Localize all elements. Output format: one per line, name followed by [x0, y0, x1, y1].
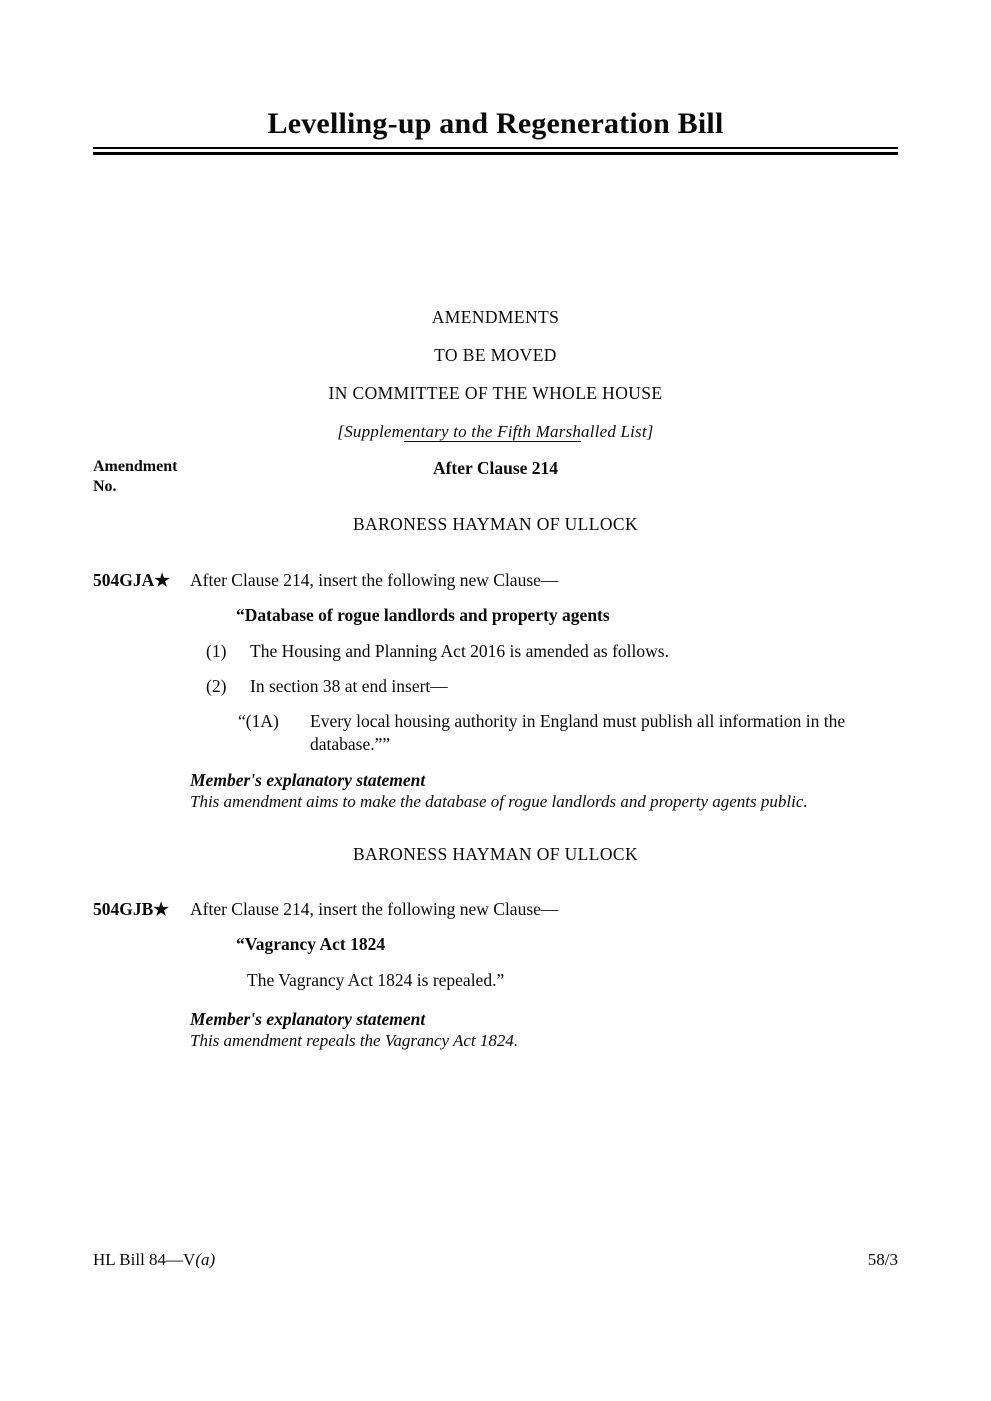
subsection-text: In section 38 at end insert—	[250, 676, 448, 696]
supplementary-post: alled List]	[581, 422, 654, 441]
page-sheet-number: 58/3	[867, 1250, 898, 1269]
new-clause-title: “Database of rogue landlords and property agents	[236, 605, 610, 625]
explanatory-text: This amendment repeals the Vagrancy Act 1824.	[190, 1031, 519, 1050]
supplementary-underlined: entary to the Fifth Marsh	[404, 422, 582, 441]
page-footer	[93, 1248, 898, 1271]
amendment-number	[93, 898, 190, 921]
amendment-instruction: After Clause 214, insert the following new Clause—	[190, 899, 559, 919]
subsection-row	[206, 675, 898, 698]
amendment-number-text: 504GJB	[93, 899, 154, 919]
heading-amendments: AMENDMENTS	[431, 307, 560, 327]
explanatory-heading: Member's explanatory statement	[190, 1009, 426, 1029]
heading-committee: IN COMMITTEE OF THE WHOLE HOUSE	[328, 383, 663, 403]
amendment-row	[0, 898, 991, 921]
amendment-instruction: After Clause 214, insert the following new Clause—	[190, 570, 559, 590]
explanatory-text: This amendment aims to make the database of rogue landlords and property agents public.	[190, 792, 808, 811]
quoted-subsection-text: Every local housing authority in England must publish all information in the database.””	[310, 711, 846, 754]
amendment-no-margin-label	[93, 457, 177, 497]
bill-reference	[93, 1248, 215, 1271]
amendment-number	[93, 569, 190, 592]
quoted-subsection-number: “(1A)	[238, 711, 279, 731]
bill-reference-main: HL Bill 84—V	[93, 1250, 196, 1269]
amendment-no-line1: Amendment	[93, 458, 178, 475]
supplementary-pre: [Supplem	[337, 422, 405, 441]
supplementary-note	[0, 420, 991, 443]
mover-name: BARONESS HAYMAN OF ULLOCK	[352, 844, 639, 864]
new-amendment-star-icon: ★	[154, 570, 170, 590]
section-heading-row	[0, 457, 991, 495]
amendment-number-text: 504GJA	[93, 570, 155, 590]
explanatory-heading: Member's explanatory statement	[190, 770, 426, 790]
new-clause-title: “Vagrancy Act 1824	[236, 934, 386, 954]
explanatory-statement	[190, 1009, 898, 1052]
quoted-insertion-row	[238, 710, 898, 756]
explanatory-statement	[190, 770, 898, 813]
subsection-number: (2)	[206, 676, 227, 696]
subsection-number: (1)	[206, 641, 227, 661]
page-title: Levelling-up and Regeneration Bill	[267, 107, 724, 140]
subsection-text: The Housing and Planning Act 2016 is amended as follows.	[250, 641, 669, 661]
heading-to-be-moved: TO BE MOVED	[434, 345, 557, 365]
amendment-no-line2: No.	[93, 478, 117, 495]
clause-body-text: The Vagrancy Act 1824 is repealed.”	[247, 970, 505, 990]
section-heading: After Clause 214	[432, 458, 559, 478]
subsection-row	[206, 640, 898, 663]
mover-name: BARONESS HAYMAN OF ULLOCK	[352, 514, 639, 534]
amendment-row	[0, 569, 991, 592]
title-double-rule	[93, 147, 898, 155]
new-amendment-star-icon: ★	[153, 899, 169, 919]
bill-reference-suffix: (a)	[195, 1250, 216, 1269]
